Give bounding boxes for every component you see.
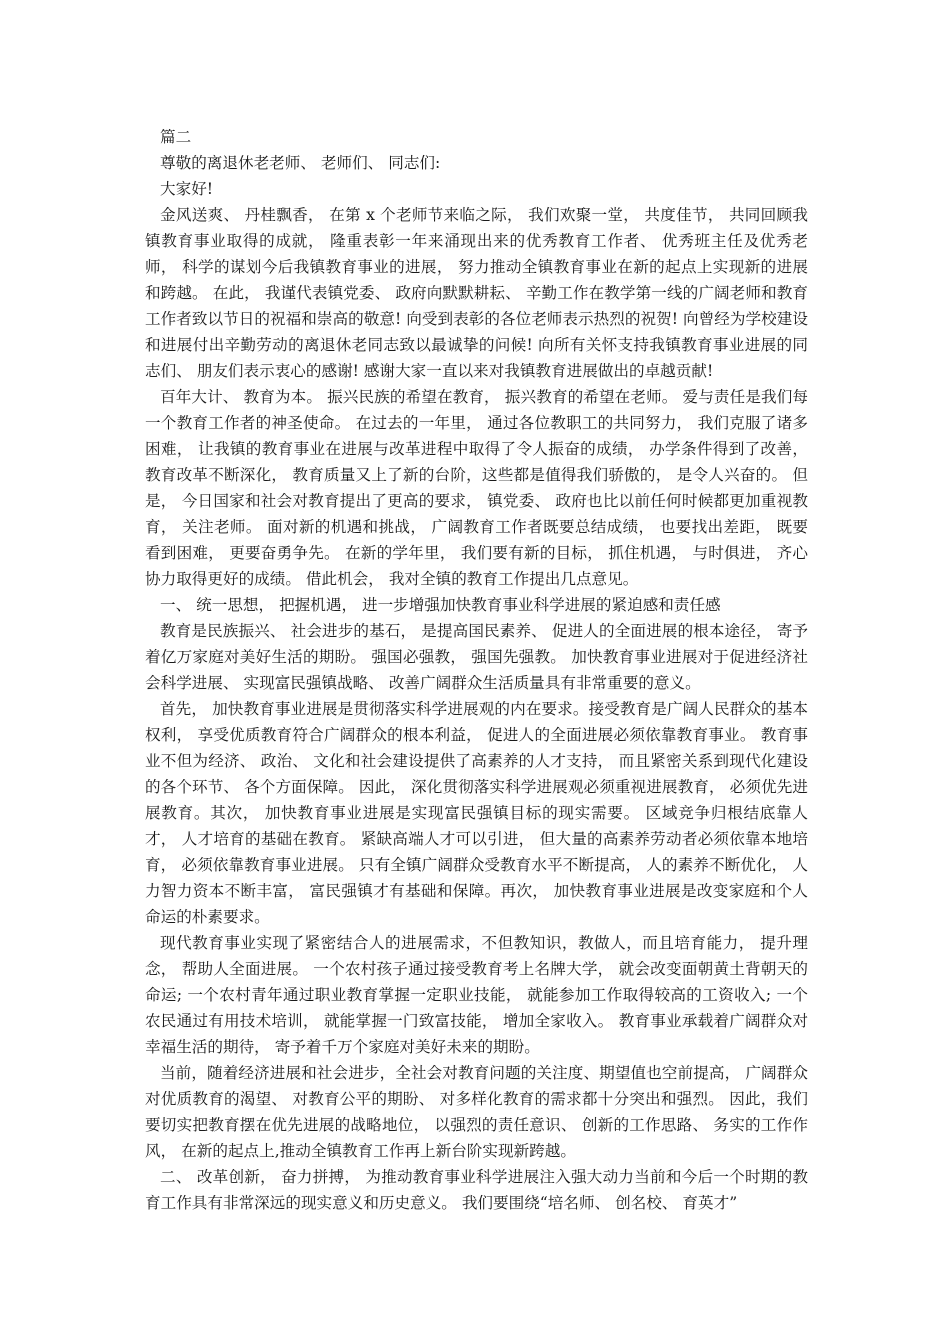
section-heading: 篇二 (160, 128, 192, 146)
section-title-1: 一、 统一思想， 把握机遇， 进一步增强加快教育事业科学进展的紧迫感和责任感 (160, 596, 721, 614)
document-page (145, 124, 808, 1216)
paragraph-5: 现代教育事业实现了紧密结合人的进展需求，不但教知识，教做人，而且培育能力， 提升理念， 帮助人全面进展。 一个农村孩子通过接受教育考上名牌大学， 就会改变面朝黄土背朝天的命运; 一个农村青年通过职业教育掌握一定职业技能， 就能参加工作取得较高的工资收入; 一个农民通过有用技术培训， 就能掌握一门致富技能， 增加全家收入。 教育事业承载着广阔群众对幸福生活的期待， 寄予着千万个家庭对美好未来的期盼。 (145, 934, 808, 1056)
salutation: 尊敬的离退休老老师、 老师们、 同志们: (160, 154, 441, 172)
section-title-2: 二、 改革创新， 奋力拼搏， 为推动教育事业科学进展注入强大动力当前和今后一个时期的教育工作具有非常深远的现实意义和历史意义。 我们要围绕“培名师、 创名校、 育英才” (145, 1168, 808, 1212)
paragraph-6: 当前，随着经济进展和社会进步，全社会对教育问题的关注度、期望值也空前提高， 广阔群众对优质教育的渴望、 对教育公平的期盼、 对多样化教育的需求都十分突出和强烈。 因此，我们要切实把教育摆在优先进展的战略地位， 以强烈的责任意识、 创新的工作思路、 务实的工作作风， 在新的起点上,推动全镇教育工作再上新台阶实现新跨越。 (145, 1064, 808, 1160)
paragraph-3: 教育是民族振兴、 社会进步的基石， 是提高国民素养、 促进人的全面进展的根本途径， 寄予着亿万家庭对美好生活的期盼。 强国必强教， 强国先强教。 加快教育事业进展对于促进经济社会科学进展、 实现富民强镇战略、 改善广阔群众生活质量具有非常重要的意义。 (145, 622, 808, 692)
paragraph-1: 金风送爽、 丹桂飘香， 在第 x 个老师节来临之际， 我们欢聚一堂， 共度佳节， 共同回顾我镇教育事业取得的成就， 隆重表彰一年来涌现出来的优秀教育工作者、 优秀班主任及优秀老师， 科学的谋划今后我镇教育事业的进展， 努力推动全镇教育事业在新的起点上实现新的进展和跨越。 在此， 我谨代表镇党委、 政府向默默耕耘、 辛勤工作在教学第一线的广阔老师和教育工作者致以节日的祝福和崇高的敬意! 向受到表彰的各位老师表示热烈的祝贺! 向曾经为学校建设和进展付出辛勤劳动的离退休老同志致以最诚挚的问候! 向所有关怀支持我镇教育事业进展的同志们、 朋友们表示衷心的感谢! 感谢大家一直以来对我镇教育进展做出的卓越贡献! (145, 206, 808, 380)
paragraph-2: 百年大计、 教育为本。 振兴民族的希望在教育， 振兴教育的希望在老师。 爱与责任是我们每一个教育工作者的神圣使命。 在过去的一年里， 通过各位教职工的共同努力， 我们克服了诸多困难， 让我镇的教育事业在进展与改革进程中取得了令人振奋的成绩， 办学条件得到了改善， 教育改革不断深化， 教育质量又上了新的台阶，这些都是值得我们骄傲的， 是令人兴奋的。 但是， 今日国家和社会对教育提出了更高的要求， 镇党委、 政府也比以前任何时候都更加重视教育， 关注老师。 面对新的机遇和挑战， 广阔教育工作者既要总结成绩， 也要找出差距， 既要看到困难， 更要奋勇争先。 在新的学年里， 我们要有新的目标， 抓住机遇， 与时俱进， 齐心协力取得更好的成绩。 借此机会， 我对全镇的教育工作提出几点意见。 (145, 388, 808, 588)
paragraph-4: 首先， 加快教育事业进展是贯彻落实科学进展观的内在要求。接受教育是广阔人民群众的基本权利， 享受优质教育符合广阔群众的根本利益， 促进人的全面进展必须依靠教育事业。 教育事业不但为经济、 政治、 文化和社会建设提供了高素养的人才支持， 而且紧密关系到现代化建设的各个环节、 各个方面保障。 因此， 深化贯彻落实科学进展观必须重视进展教育， 必须优先进展教育。其次， 加快教育事业进展是实现富民强镇目标的现实需要。 区域竞争归根结底靠人才， 人才培育的基础在教育。 紧缺高端人才可以引进， 但大量的高素养劳动者必须依靠本地培育， 必须依靠教育事业进展。 只有全镇广阔群众受教育水平不断提高， 人的素养不断优化， 人力智力资本不断丰富， 富民强镇才有基础和保障。再次， 加快教育事业进展是改变家庭和个人命运的朴素要求。 (145, 700, 808, 926)
greeting: 大家好! (160, 180, 214, 198)
